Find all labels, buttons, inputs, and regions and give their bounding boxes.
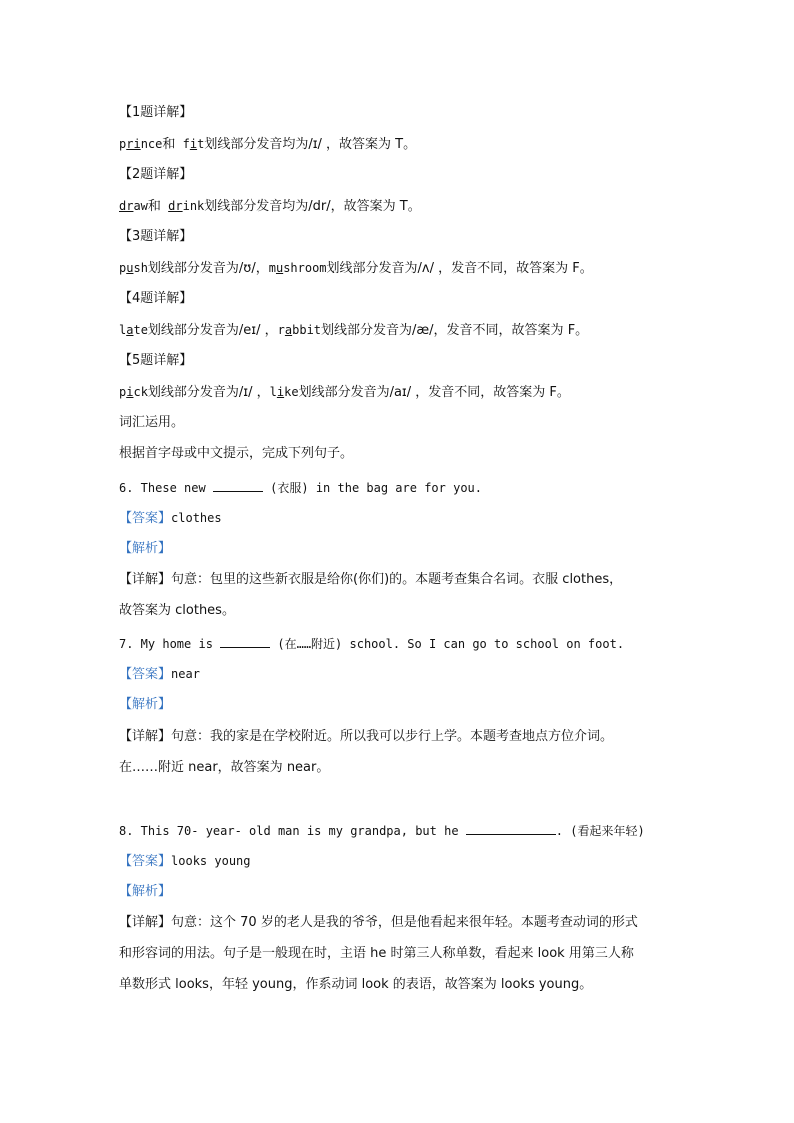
- question-7: [119, 634, 624, 654]
- answer-8: [119, 852, 251, 871]
- item-5-header: 【5题详解】: [119, 353, 193, 368]
- item-3-header: 【3题详解】: [119, 229, 193, 244]
- underlined-part: i: [126, 385, 134, 399]
- question-8: [119, 821, 645, 841]
- detail-8-line-2: 和形容词的用法。句子是一般现在时，主语 he 时第三人称单数，看起来 look 用第三人称: [119, 946, 634, 961]
- text-part: p: [119, 261, 127, 275]
- underlined-part: dr: [119, 199, 134, 213]
- question-text: (衣服) in the bag are for you.: [262, 481, 482, 495]
- item-4-header: 【4题详解】: [119, 291, 193, 306]
- answer-7: [119, 665, 200, 684]
- detail-8-line-1: [119, 914, 638, 932]
- detail-6-line-1: [119, 571, 622, 589]
- detail-8-line-3: 单数形式 looks，年轻 young，作系动词 look 的表语，故答案为 looks young。: [119, 977, 593, 992]
- text-part: bbit: [292, 323, 322, 337]
- item-5-detail: [119, 383, 570, 402]
- text-part: ck: [133, 385, 148, 399]
- text-part: 划线部分发音为/ɪ/ ，: [147, 385, 270, 400]
- item-3-detail: [119, 259, 593, 278]
- text-part: 和: [162, 137, 176, 152]
- question-text: 6. These new: [119, 481, 213, 495]
- answer-blank: [220, 634, 270, 648]
- detail-text: 句意：这个 70 岁的老人是我的爷爷，但是他看起来很年轻。本题考查动词的形式: [171, 915, 638, 930]
- text-part: shroom: [283, 261, 327, 275]
- section-title: 词汇运用。: [119, 415, 185, 430]
- underlined-part: u: [275, 261, 284, 275]
- text-part: p: [119, 137, 127, 151]
- answer-blank: [466, 821, 556, 835]
- text-part: aw: [133, 199, 148, 213]
- detail-7-line-1: [119, 728, 613, 746]
- text-part: f: [175, 137, 190, 151]
- text-part: l: [119, 323, 127, 337]
- detail-text: 句意：我的家是在学校附近。所以我可以步行上学。本题考查地点方位介词。: [171, 729, 614, 744]
- item-1-header: 【1题详解】: [119, 105, 193, 120]
- question-6: [119, 478, 482, 498]
- text-part: 和: [147, 199, 161, 214]
- detail-7-line-2: 在……附近 near，故答案为 near。: [119, 760, 330, 775]
- text-part: m: [268, 261, 276, 275]
- analysis-tag-7: 【解析】: [119, 697, 172, 712]
- detail-tag: 【详解】: [119, 915, 172, 930]
- underlined-part: a: [126, 323, 134, 337]
- text-part: l: [269, 385, 277, 399]
- underlined-part: i: [189, 137, 198, 151]
- text-part: ink: [182, 199, 205, 213]
- question-text: 8. This 70- year- old man is my grandpa, but he: [119, 824, 466, 838]
- answer-tag: 【答案】: [119, 667, 172, 682]
- answer-text: near: [171, 667, 200, 681]
- answer-tag: 【答案】: [119, 854, 172, 869]
- underlined-part: a: [284, 323, 293, 337]
- question-text: (在……附近) school. So I can go to school on foot.: [270, 637, 625, 651]
- answer-text: clothes: [171, 511, 222, 525]
- item-2-detail: [119, 197, 421, 216]
- item-4-detail: [119, 321, 588, 340]
- item-2-header: 【2题详解】: [119, 167, 193, 182]
- underlined-part: dr: [168, 199, 183, 213]
- text-part: 划线部分发音为/aɪ/ ，发音不同，故答案为 F。: [298, 385, 570, 400]
- underlined-part: u: [126, 261, 134, 275]
- text-part: 划线部分发音为/ʊ/，: [147, 261, 269, 276]
- text-part: ke: [284, 385, 299, 399]
- text-part: 划线部分发音为/eɪ/ ，: [147, 323, 278, 338]
- underlined-part: i: [276, 385, 285, 399]
- text-part: sh: [133, 261, 148, 275]
- text-part: 划线部分发音均为/ɪ/ ，故答案为 T。: [204, 137, 417, 152]
- answer-blank: [213, 478, 263, 492]
- detail-6-line-2: 故答案为 clothes。: [119, 603, 235, 618]
- analysis-tag-6: 【解析】: [119, 541, 172, 556]
- question-text: . (看起来年轻): [555, 824, 645, 838]
- underlined-part: ri: [126, 137, 141, 151]
- answer-tag: 【答案】: [119, 511, 172, 526]
- detail-tag: 【详解】: [119, 572, 172, 587]
- detail-text: 句意：包里的这些新衣服是给你(你们)的。本题考查集合名词。衣服 clothes，: [171, 572, 623, 587]
- text-part: 划线部分发音为/ʌ/ ，发音不同，故答案为 F。: [326, 261, 593, 276]
- analysis-tag-8: 【解析】: [119, 884, 172, 899]
- text-part: t: [197, 137, 205, 151]
- text-part: 划线部分发音为/æ/，发音不同，故答案为 F。: [321, 323, 589, 338]
- text-part: nce: [140, 137, 163, 151]
- text-part: 划线部分发音均为/dr/，故答案为 T。: [204, 199, 421, 214]
- section-instruction: 根据首字母或中文提示，完成下列句子。: [119, 446, 354, 461]
- text-part: p: [119, 385, 127, 399]
- answer-6: [119, 509, 222, 528]
- text-part: te: [133, 323, 148, 337]
- detail-tag: 【详解】: [119, 729, 172, 744]
- item-1-detail: [119, 135, 416, 154]
- answer-text: looks young: [171, 854, 251, 868]
- text-part: r: [277, 323, 285, 337]
- question-text: 7. My home is: [119, 637, 221, 651]
